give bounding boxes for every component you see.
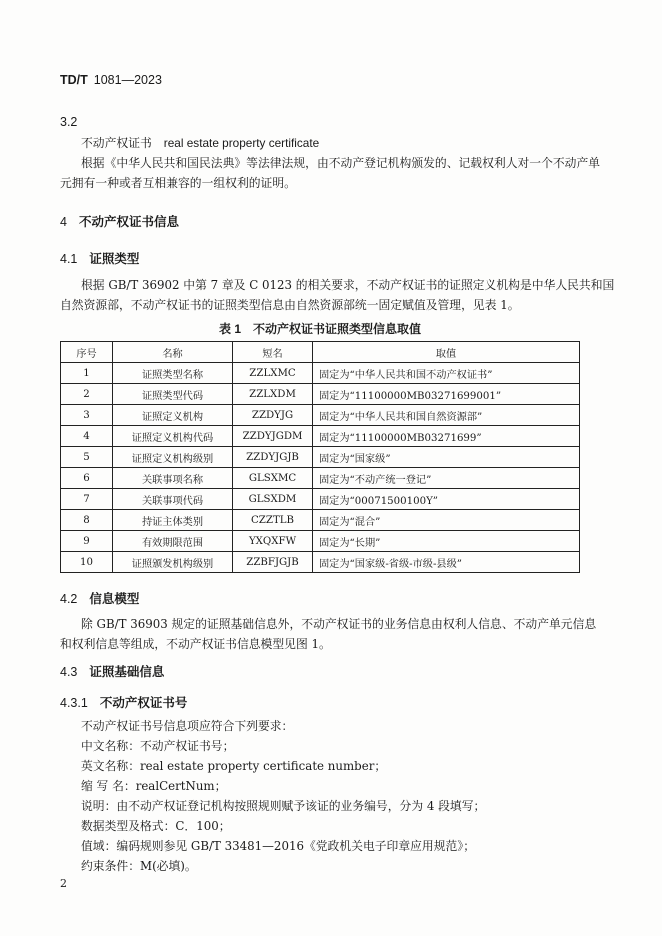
cell-short-name: GLSXDM [233, 489, 313, 510]
section-4-3-1-heading [60, 693, 187, 711]
term-3-2 [81, 133, 319, 153]
table-row [61, 405, 580, 426]
cell-value: 固定为“混合” [313, 510, 580, 531]
cell-name: 证照类型代码 [113, 384, 233, 405]
cell-short-name: GLSXMC [233, 468, 313, 489]
cell-name: 证照定义机构级别 [113, 447, 233, 468]
requirement-line: 不动产权证书号信息项应符合下列要求： [81, 719, 294, 733]
cell-value: 固定为“11100000MB03271699” [313, 426, 580, 447]
section-4-3-title: 证照基础信息 [89, 665, 165, 679]
cell-seq: 4 [61, 426, 113, 447]
section-4-1-number: 4.1 [60, 252, 78, 266]
section-4-1-title: 证照类型 [89, 252, 140, 266]
table-1-title: 表 1 不动产权证书证照类型信息取值 [218, 322, 421, 336]
section-4-3-1-title: 不动产权证书号 [99, 696, 188, 710]
section-3-2-number: 3.2 [60, 115, 78, 129]
section-4-number: 4 [60, 215, 67, 229]
definition-line-1: 根据《中华人民共和国民法典》等法律法规，由不动产登记机构颁发的、记载权利人对一个不动产单 [81, 156, 601, 170]
cell-short-name: ZZLXDM [233, 384, 313, 405]
cell-short-name: YXQXFW [233, 531, 313, 552]
cell-name: 持证主体类别 [113, 510, 233, 531]
requirement-line: 说明：由不动产权证登记机构按照规则赋予该证的业务编号，分为 4 段填写； [81, 799, 486, 813]
requirement-line: 英文名称：real estate property certificate number； [81, 759, 387, 773]
cell-value: 固定为“00071500100Y” [313, 489, 580, 510]
header-short-name: 短名 [233, 342, 313, 363]
section-4-title: 不动产权证书信息 [78, 215, 179, 229]
cell-name: 关联事项代码 [113, 489, 233, 510]
cell-short-name: ZZBFJGJB [233, 552, 313, 573]
page-number: 2 [60, 877, 67, 890]
section-4-1-para-line-1: 根据 GB/T 36902 中第 7 章及 C 0123 的相关要求，不动产权证书的证照定义机构是中华人民共和国 [81, 278, 615, 292]
table-row [61, 510, 580, 531]
cell-short-name: ZZDYJGDM [233, 426, 313, 447]
definition-line-2: 元拥有一种或者互相兼容的一组权利的证明。 [60, 176, 296, 190]
cell-short-name: ZZDYJG [233, 405, 313, 426]
table-1 [60, 341, 580, 573]
cell-name: 关联事项名称 [113, 468, 233, 489]
cell-short-name: CZZTLB [233, 510, 313, 531]
cell-value: 固定为“长期” [313, 531, 580, 552]
cell-seq: 1 [61, 363, 113, 384]
cell-seq: 7 [61, 489, 113, 510]
cell-value: 固定为“中华人民共和国不动产权证书” [313, 363, 580, 384]
requirement-line: 缩 写 名：realCertNum； [81, 779, 227, 793]
term-en: real estate property certificate [163, 136, 320, 150]
cell-name: 证照颁发机构级别 [113, 552, 233, 573]
cell-value: 固定为“11100000MB03271699001” [313, 384, 580, 405]
cell-name: 有效期限范围 [113, 531, 233, 552]
section-4-2-heading [60, 589, 139, 607]
cell-seq: 8 [61, 510, 113, 531]
section-4-1-para-line-2: 自然资源部，不动产权证书的证照类型信息由自然资源部统一固定赋值及管理，见表 1。 [60, 298, 520, 312]
table-row [61, 447, 580, 468]
header-seq: 序号 [61, 342, 113, 363]
standard-code [60, 73, 162, 87]
table-row [61, 531, 580, 552]
cell-seq: 10 [61, 552, 113, 573]
section-4-3-1-number: 4.3.1 [60, 696, 88, 710]
table-row [61, 552, 580, 573]
requirement-line: 中文名称：不动产权证书号； [81, 739, 235, 753]
cell-name: 证照定义机构代码 [113, 426, 233, 447]
section-4-3-number: 4.3 [60, 665, 78, 679]
table-row [61, 489, 580, 510]
cell-seq: 6 [61, 468, 113, 489]
cell-seq: 3 [61, 405, 113, 426]
header-value: 取值 [313, 342, 580, 363]
requirement-line: 数据类型及格式：C．100； [81, 819, 231, 833]
requirement-line: 约束条件：M(必填)。 [81, 859, 197, 873]
section-4-1-heading [60, 249, 139, 267]
section-4-2-para-line-2: 和权利信息等组成，不动产权证书信息模型见图 1。 [60, 637, 331, 651]
cell-short-name: ZZDYJGJB [233, 447, 313, 468]
cell-short-name: ZZLXMC [233, 363, 313, 384]
cell-seq: 2 [61, 384, 113, 405]
table-row [61, 384, 580, 405]
cell-value: 固定为“国家级-省级-市级-县级” [313, 552, 580, 573]
table-row [61, 468, 580, 489]
section-4-heading [60, 212, 179, 230]
cell-value: 固定为“国家级” [313, 447, 580, 468]
section-4-2-title: 信息模型 [89, 592, 140, 606]
term-zh: 不动产权证书 [81, 136, 152, 150]
cell-value: 固定为“不动产统一登记” [313, 468, 580, 489]
section-4-2-number: 4.2 [60, 592, 78, 606]
table-row [61, 426, 580, 447]
header-name: 名称 [113, 342, 233, 363]
cell-seq: 5 [61, 447, 113, 468]
cell-seq: 9 [61, 531, 113, 552]
cell-name: 证照定义机构 [113, 405, 233, 426]
section-4-2-para-line-1: 除 GB/T 36903 规定的证照基础信息外，不动产权证书的业务信息由权利人信息、不动产单元信息 [81, 617, 597, 631]
table-row [61, 363, 580, 384]
cell-value: 固定为“中华人民共和国自然资源部” [313, 405, 580, 426]
table-header-row [61, 342, 580, 363]
std-code-number: 1081—2023 [93, 73, 162, 87]
std-code-prefix: TD/T [60, 73, 88, 87]
requirement-line: 值域：编码规则参见 GB/T 33481—2016《党政机关电子印章应用规范》； [81, 839, 476, 853]
section-4-3-heading [60, 662, 164, 680]
cell-name: 证照类型名称 [113, 363, 233, 384]
